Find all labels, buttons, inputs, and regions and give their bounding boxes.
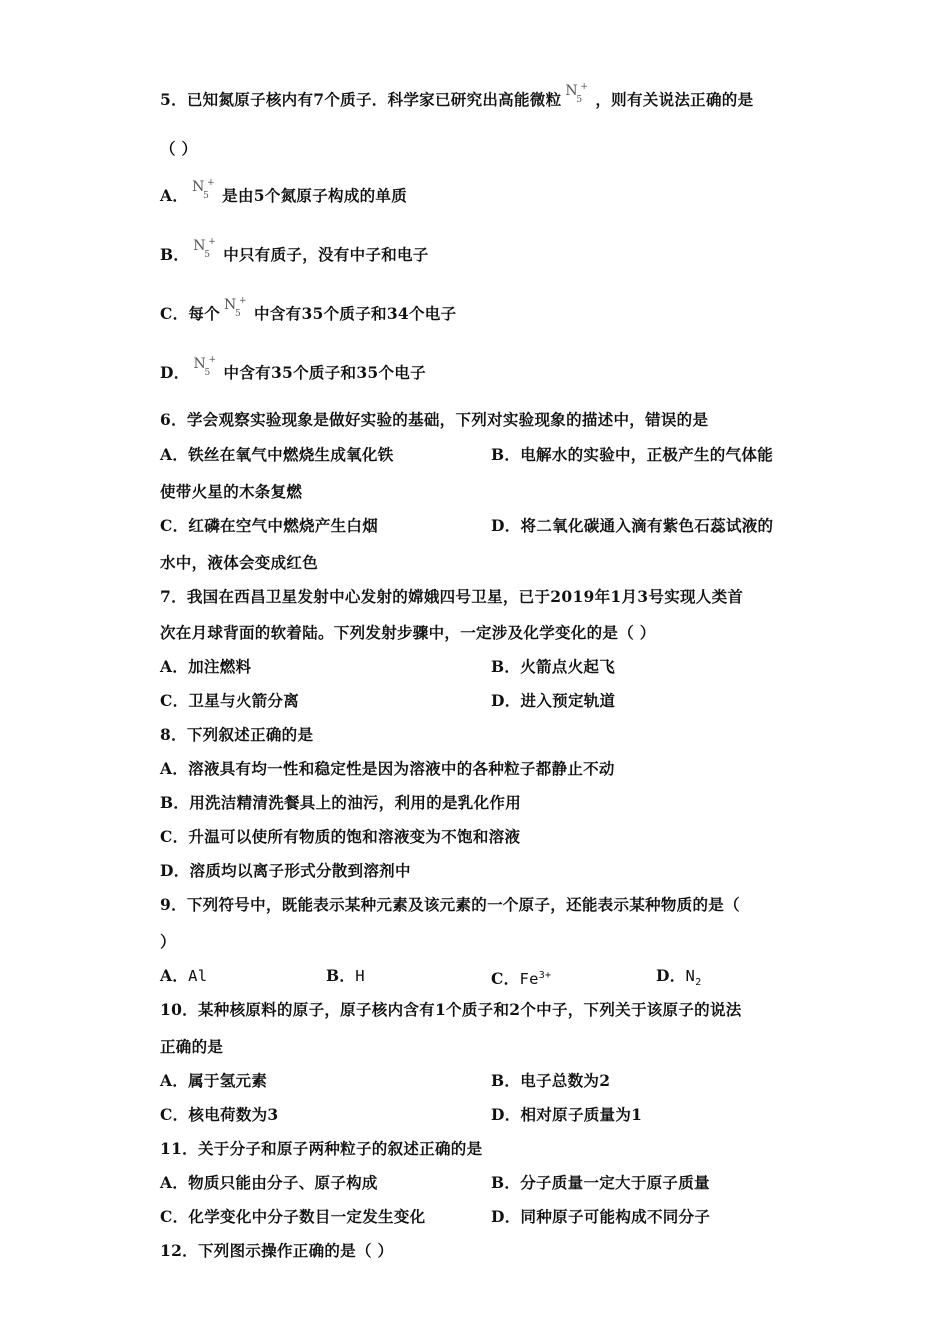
n5-ion-superscript: + (208, 355, 217, 365)
n5-ion-symbol (190, 355, 224, 383)
q9-option-c-label: C． (491, 969, 520, 989)
q6-option-d-continued[interactable]: 水中，液体会变成红色 (160, 553, 319, 572)
q9-option-d-label: D． (656, 966, 686, 985)
q10-stem: 10．某种核原料的原子，原子核内含有1个质子和2个中子，下列关于该原子的说法 (160, 1000, 742, 1019)
q9-option-a-symbol: Al (188, 967, 208, 985)
q11-option-a[interactable]: A．物质只能由分子、原子构成 (160, 1173, 378, 1192)
q6-option-b[interactable]: B．电解水的实验中，正极产生的气体能 (491, 445, 774, 464)
q9-option-d-symbol (685, 967, 702, 989)
q5-option-a-text: 是由5个氮原子构成的单质 (222, 186, 408, 205)
q9-option-c-charge: 3+ (538, 970, 552, 981)
q8-option-c[interactable]: C．升温可以使所有物质的饱和溶液变为不饱和溶液 (160, 827, 521, 846)
q8-option-a[interactable]: A．溶液具有均一性和稳定性是因为溶液中的各种粒子都静止不动 (160, 759, 615, 778)
q9-option-c[interactable] (491, 966, 551, 989)
n5-ion-symbol (189, 237, 223, 265)
q12-stem: 12．下列图示操作正确的是（ ） (160, 1241, 394, 1260)
q9-option-a[interactable] (160, 966, 207, 986)
q5-option-b-text: 中只有质子，没有中子和电子 (223, 245, 429, 264)
q5-option-c[interactable] (160, 296, 457, 324)
q7-stem-continued: 次在月球背面的软着陆。下列发射步骤中，一定涉及化学变化的是（ ） (160, 623, 656, 642)
q9-stem-continued: ） (160, 932, 176, 951)
q9-option-d-subscript: 2 (695, 977, 702, 989)
q7-stem: 7．我国在西昌卫星发射中心发射的嫦娥四号卫星，已于2019年1月3号实现人类首 (160, 587, 744, 606)
n5-ion-subscript: 5 (235, 309, 242, 319)
q6-option-c[interactable]: C．红磷在空气中燃烧产生白烟 (160, 516, 379, 535)
q11-option-c[interactable]: C．化学变化中分子数目一定发生变化 (160, 1207, 426, 1226)
q5-option-d-label: D． (160, 363, 190, 382)
q5-paren: （ ） (160, 139, 198, 158)
n5-ion-letter: N (192, 179, 205, 195)
q6-option-a[interactable]: A．铁丝在氧气中燃烧生成氧化铁 (160, 445, 394, 464)
n5-ion-subscript: 5 (204, 368, 211, 378)
q8-stem: 8．下列叙述正确的是 (160, 725, 314, 744)
q5-stem (160, 82, 754, 110)
q9-option-d[interactable] (656, 966, 702, 993)
q6-option-b-continued[interactable]: 使带火星的木条复燃 (160, 482, 303, 501)
q9-option-b[interactable] (326, 966, 365, 986)
q9-option-b-symbol: H (355, 967, 365, 985)
q10-option-a[interactable]: A．属于氢元素 (160, 1071, 268, 1090)
q7-option-c[interactable]: C．卫星与火箭分离 (160, 691, 300, 710)
q5-stem-part1: 5．已知氮原子核内有7个质子．科学家已研究出高能微粒 (160, 90, 562, 109)
n5-ion-superscript: + (207, 178, 215, 188)
q10-option-d[interactable]: D．相对原子质量为1 (491, 1105, 643, 1124)
q9-option-b-label: B． (326, 966, 356, 985)
q9-option-c-symbol (519, 970, 551, 988)
q6-option-d[interactable]: D．将二氧化碳通入滴有紫色石蕊试液的 (491, 516, 774, 535)
q6-stem: 6．学会观察实验现象是做好实验的基础，下列对实验现象的描述中，错误的是 (160, 410, 709, 429)
n5-ion-symbol (561, 82, 595, 110)
n5-ion-symbol (220, 296, 254, 324)
q9-option-d-element: N (685, 967, 696, 985)
q11-option-d[interactable]: D．同种原子可能构成不同分子 (491, 1207, 711, 1226)
q11-option-b[interactable]: B．分子质量一定大于原子质量 (491, 1173, 710, 1192)
q10-option-b[interactable]: B．电子总数为2 (491, 1071, 611, 1090)
n5-ion-subscript: 5 (204, 250, 211, 260)
q5-option-d-text: 中含有35个质子和35个电子 (223, 363, 426, 382)
q5-option-b-label: B． (160, 245, 190, 264)
q8-option-d[interactable]: D．溶质均以离子形式分散到溶剂中 (160, 861, 411, 880)
q5-option-b[interactable] (160, 237, 429, 265)
n5-ion-superscript: + (580, 82, 589, 92)
q7-option-b[interactable]: B．火箭点火起飞 (491, 657, 616, 676)
q5-option-c-text: 中含有35个质子和34个电子 (254, 304, 457, 323)
n5-ion-letter: N (193, 238, 206, 254)
q5-option-c-label: C．每个 (160, 304, 221, 323)
n5-ion-letter: N (224, 297, 237, 313)
n5-ion-subscript: 5 (576, 95, 583, 105)
n5-ion-letter: N (193, 356, 207, 372)
n5-ion-superscript: + (208, 237, 217, 247)
n5-ion-letter: N (565, 83, 578, 99)
n5-ion-superscript: + (239, 296, 247, 306)
n5-ion-symbol (188, 178, 222, 206)
q10-stem-continued: 正确的是 (160, 1037, 224, 1056)
q8-option-b[interactable]: B．用洗洁精清洗餐具上的油污，利用的是乳化作用 (160, 793, 522, 812)
q5-stem-part2: ，则有关说法正确的是 (595, 90, 754, 109)
q11-stem: 11．关于分子和原子两种粒子的叙述正确的是 (160, 1139, 483, 1158)
q7-option-d[interactable]: D．进入预定轨道 (491, 691, 616, 710)
q7-option-a[interactable]: A．加注燃料 (160, 657, 252, 676)
q5-option-a-label: A． (160, 186, 189, 205)
q10-option-c[interactable]: C．核电荷数为3 (160, 1105, 279, 1124)
q5-option-d[interactable] (160, 355, 426, 383)
n5-ion-subscript: 5 (203, 191, 210, 201)
q5-option-a[interactable] (160, 178, 408, 206)
q9-option-a-label: A． (160, 966, 189, 985)
q9-option-c-element: Fe (519, 970, 539, 989)
q9-stem: 9．下列符号中，既能表示某种元素及该元素的一个原子，还能表示某种物质的是（ (160, 895, 740, 914)
